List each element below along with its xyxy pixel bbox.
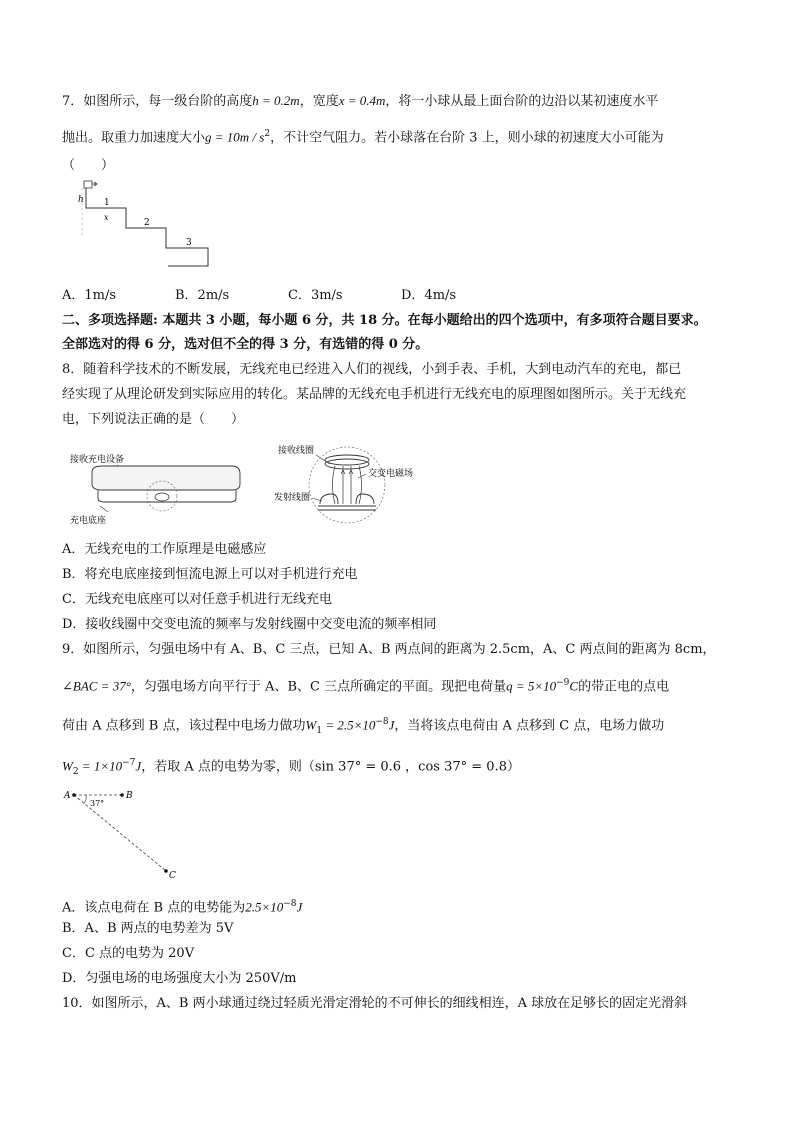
label-receive-coil: 接收线圈 xyxy=(278,446,315,456)
q9-angle: ∠BAC = 37° xyxy=(62,678,131,694)
q8-coil-figure xyxy=(272,438,462,530)
q9-text: ，当将该点电荷由 A 点移到 C 点，电场力做功 xyxy=(394,718,665,734)
q9-line1: 9．如图所示，匀强电场中有 A、B、C 三点，已知 A、B 两点间的距离为 2.5cm，A、C 两点间的距离为 8cm， xyxy=(62,642,716,657)
label-receive-device: 接收充电设备 xyxy=(70,455,125,465)
label-transmit-coil: 发射线圈 xyxy=(274,493,311,503)
q9-option-a-value: 2.5×10 xyxy=(245,899,284,915)
label-ac-field: 交变电磁场 xyxy=(368,469,414,479)
q7-option-d[interactable]: D．4m/s xyxy=(401,288,457,303)
label-c: C xyxy=(169,871,176,881)
q9-w1-unit: J xyxy=(388,717,395,733)
q7-text: ，将一小球从最上面台阶的边沿以某初速度水平 xyxy=(385,94,659,109)
q9-w1-value: = 2.5×10 xyxy=(322,717,376,733)
section2-header-line2: 全部选对的得 6 分，选对但不全的得 3 分，有选错的得 0 分。 xyxy=(62,337,429,352)
q7-option-c[interactable]: C．3m/s xyxy=(288,288,343,303)
q9-triangle-figure xyxy=(62,786,192,886)
q9-charge-exponent: −9 xyxy=(556,678,570,688)
q7-x-value: x = 0.4m xyxy=(338,93,386,108)
q9-w1-exponent: −8 xyxy=(375,717,389,727)
q9-text: 荷由 A 点移到 B 点，该过程中电场力做功 xyxy=(62,718,306,734)
q7-text: 抛出。取重力加速度大小 xyxy=(62,130,206,146)
q7-text: 7．如图所示，每一级台阶的高度 xyxy=(62,94,253,109)
q9-option-a-text: A．该点电荷在 B 点的电势能为 xyxy=(62,900,246,916)
label-b: B xyxy=(126,791,133,801)
point-c xyxy=(164,869,168,873)
q9-option-a-unit: J xyxy=(296,899,303,915)
q9-option-c[interactable]: C．C 点的电势为 20V xyxy=(62,946,195,961)
point-a xyxy=(72,793,76,797)
q9-w2-sub: 2 xyxy=(72,766,79,777)
q8-line1: 8．随着科学技术的不断发展，无线充电已经进入人们的视线，小到手表、手机，大到电动汽车的充电，都已 xyxy=(62,362,682,377)
q8-option-c[interactable]: C．无线充电底座可以对任意手机进行无线充电 xyxy=(62,592,332,607)
q10-line1: 10．如图所示，A、B 两小球通过绕过轻质光滑定滑轮的不可伸长的细线相连，A 球放在足够长的固定光滑斜 xyxy=(62,996,688,1011)
q9-line2 xyxy=(62,674,669,696)
label-step-2: 2 xyxy=(144,218,150,228)
q7-option-b[interactable]: B．2m/s xyxy=(175,288,230,303)
label-step-1: 1 xyxy=(104,198,110,208)
q7-line2 xyxy=(62,125,664,147)
q7-line1 xyxy=(62,92,658,111)
q9-charge-unit: C xyxy=(569,678,579,694)
q7-line3: （ ） xyxy=(62,158,115,173)
phone-shape xyxy=(92,466,240,490)
label-h: h xyxy=(78,195,84,205)
label-a: A xyxy=(64,791,71,801)
q8-option-d[interactable]: D．接收线圈中交变电流的频率与发射线圈中交变电流的频率相同 xyxy=(62,617,437,632)
q7-stairs-figure xyxy=(64,178,214,278)
q8-charger-figure xyxy=(62,440,262,532)
section2-header-line1: 二、多项选择题: 本题共 3 小题，每小题 6 分，共 18 分。在每小题给出的四个选项中，有多项符合题目要求。 xyxy=(62,313,707,328)
q8-option-a[interactable]: A．无线充电的工作原理是电磁感应 xyxy=(62,542,267,557)
q9-trig-values: sin 37° = 0.6 ，cos 37° = 0.8 xyxy=(314,759,507,775)
label-charging-base: 充电底座 xyxy=(70,516,107,526)
q9-charge-value: q = 5×10 xyxy=(506,678,557,694)
q7-g-exponent: 2 xyxy=(264,129,271,139)
q9-option-d[interactable]: D．匀强电场的电场强度大小为 250V/m xyxy=(62,971,297,986)
q9-text: ，若取 A 点的电势为零，则（ xyxy=(141,759,315,775)
q8-line3: 电，下列说法正确的是（ ） xyxy=(62,412,245,427)
ball-icon xyxy=(84,181,92,188)
q7-text: ，不计空气阻力。若小球落在台阶 3 上，则小球的初速度大小可能为 xyxy=(270,130,664,146)
q9-w1-name: W xyxy=(305,717,317,733)
q9-w2-exponent: −7 xyxy=(122,758,136,768)
q9-option-a[interactable] xyxy=(62,895,302,917)
q8-line2: 经实现了从理论研发到实际应用的转化。某品牌的无线充电手机进行无线充电的原理图如图所示。关于无线充 xyxy=(62,387,687,402)
q7-text: ，宽度 xyxy=(299,94,339,109)
q9-line4 xyxy=(62,754,520,781)
q9-text: 的带正电的点电 xyxy=(578,679,670,695)
q9-line3 xyxy=(62,713,664,740)
q7-g-value: g = 10m / s xyxy=(205,129,265,145)
q9-w2-value: = 1×10 xyxy=(78,758,123,774)
q9-w2-name: W xyxy=(62,758,73,774)
q7-h-value: h = 0.2m xyxy=(252,93,300,108)
point-b xyxy=(120,793,124,797)
label-x: x xyxy=(104,213,109,222)
label-step-3: 3 xyxy=(186,238,192,248)
q9-text: ，匀强电场方向平行于 A、B、C 三点所确定的平面。现把电荷量 xyxy=(130,679,507,695)
q9-option-a-exponent: −8 xyxy=(283,899,297,909)
q8-option-b[interactable]: B．将充电底座接到恒流电源上可以对手机进行充电 xyxy=(62,567,358,582)
q9-option-b[interactable]: B．A、B 两点的电势差为 5V xyxy=(62,921,234,936)
q9-text: ） xyxy=(506,759,520,775)
q7-option-a[interactable]: A．1m/s xyxy=(62,288,117,303)
q9-w2-unit: J xyxy=(135,758,142,774)
label-angle: 37° xyxy=(90,799,105,808)
q9-w1-sub: 1 xyxy=(316,725,323,736)
